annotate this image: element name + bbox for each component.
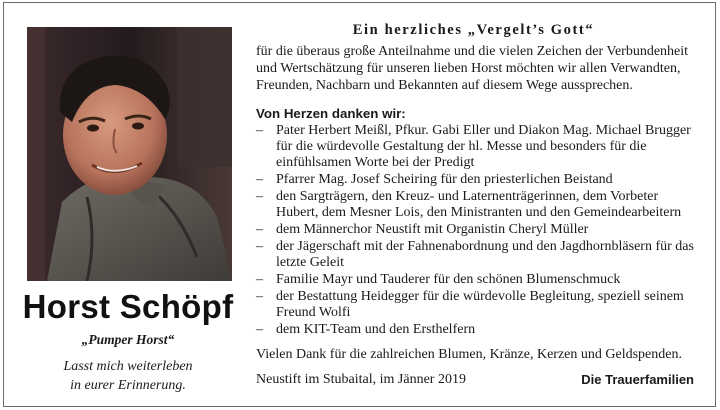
deceased-name: Horst Schöpf [22,288,234,325]
thanks-item: – der Bestattung Heidegger für die würdevolle Begleitung, speziell seinem Freund Wolfi [256,289,696,321]
quote-line: in eurer Erinnerung. [70,378,186,393]
thanks-item: – dem KIT-Team und den Ersthelfern [256,322,696,338]
signature: Die Trauerfamilien [581,372,694,387]
deceased-nickname: „Pumper Horst“ [81,332,175,347]
thanks-title: Ein herzliches „Vergelt’s Gott“ [352,22,595,38]
thanks-item: – dem Männerchor Neustift mit Organistin Cheryl Müller [256,222,696,238]
thanks-item: – Pater Herbert Meißl, Pfkur. Gabi Eller und Diakon Mag. Michael Brugger für die würdevolle Gestaltung der hl. Messe und besonders für die einfühlsamen Worte bei der Predigt [256,123,696,170]
place-date: Neustift im Stubaital, im Jänner 2019 [256,372,466,387]
intro-text: für die überaus große Anteilnahme und die vielen Zeichen der Verbundenheit und Wertschätzung für unseren lieben Horst möchten wir allen Verwandten, Freunden, Nachbarn und Bekannten auf diesem Wege aussprechen. [256,44,689,94]
quote-line: Lasst mich weiterleben [63,359,193,374]
thanks-subheading: Von Herzen danken wir: [256,106,406,121]
portrait-photo [27,27,232,281]
thanks-list [256,123,696,339]
thanks-item: – Familie Mayr und Tauderer für den schönen Blumenschmuck [256,272,696,288]
memorial-quote [12,357,244,395]
closing-text: Vielen Dank für die zahlreichen Blumen, Kränze, Kerzen und Geldspenden. [256,347,682,362]
portrait-illustration [27,27,232,281]
thanks-item: – Pfarrer Mag. Josef Scheiring für den priesterlichen Beistand [256,172,696,188]
thanks-item: – der Jägerschaft mit der Fahnenabordnung und den Jagdhornbläsern für das letzte Geleit [256,239,696,271]
thanks-item: – den Sargträgern, den Kreuz- und Laternenträgerinnen, dem Vorbeter Hubert, dem Mesner Lois, den Ministranten und den Gemeindearbeitern [256,189,696,221]
